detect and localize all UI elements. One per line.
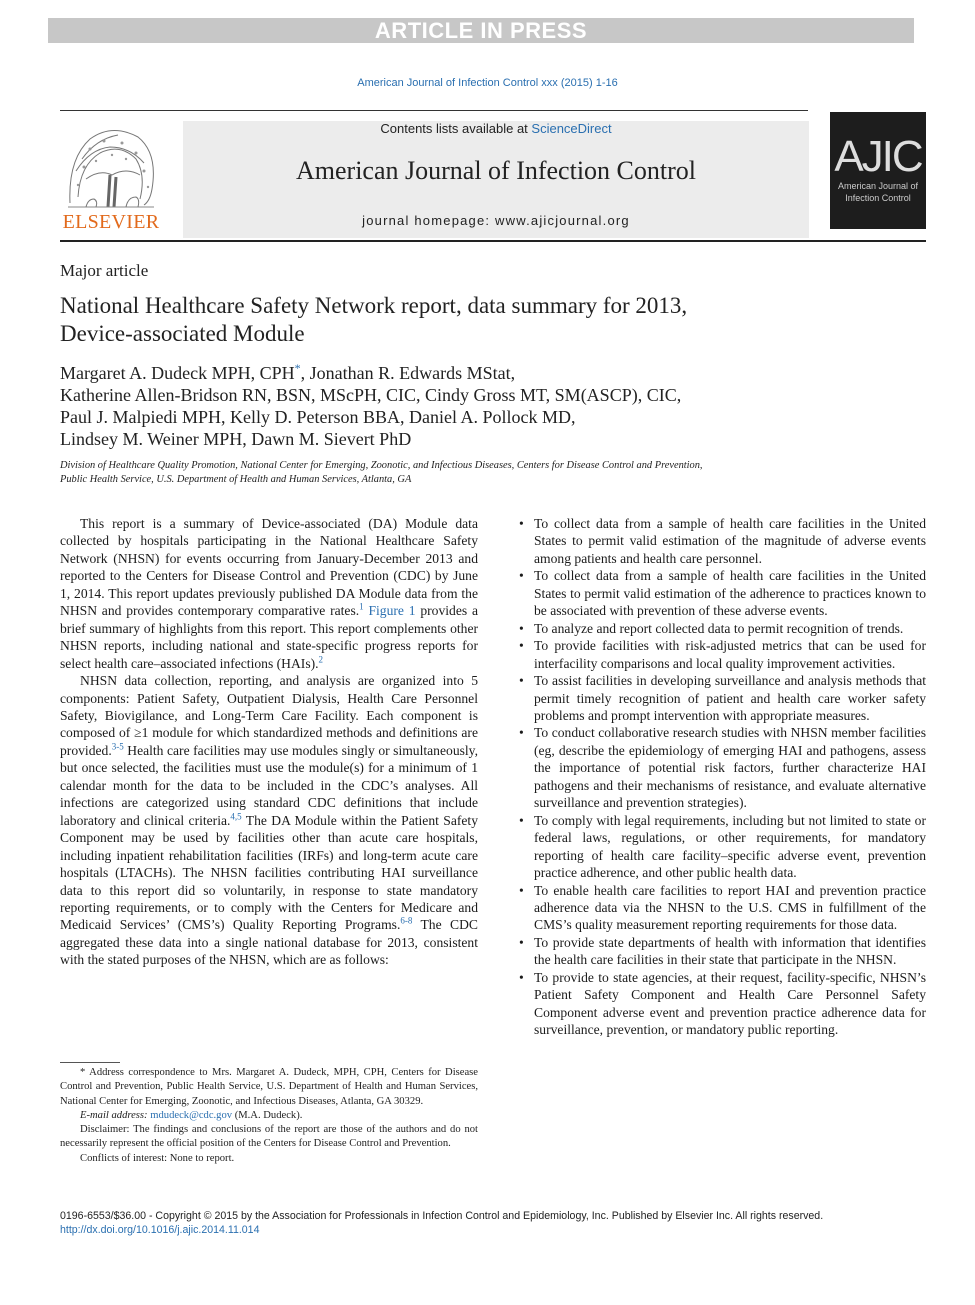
footnote-conflicts: Conflicts of interest: None to report.: [80, 1152, 235, 1164]
masthead-top-rule: [60, 110, 808, 111]
footnote-rule: [60, 1062, 120, 1063]
email-link[interactable]: mdudeck@cdc.gov: [150, 1109, 233, 1121]
author-line-1: [60, 362, 880, 384]
reference-link[interactable]: 6-8: [400, 915, 413, 926]
journal-homepage[interactable]: journal homepage: www.ajicjournal.org: [362, 213, 630, 228]
article-title-line-1: National Healthcare Safety Network report, data summary for 2013,: [60, 293, 688, 318]
copyright-block: [60, 1209, 940, 1237]
journal-name: American Journal of Infection Control: [296, 156, 696, 185]
reference-link[interactable]: 3-5: [111, 741, 124, 752]
list-item: • To enable health care facilities to report HAI and prevention practice adherence data via the NHSN to the U.S. CMS in fulfillment of the CMS’s quality measurement reporting requirements for those data.: [519, 882, 926, 934]
masthead-bottom-rule: [60, 240, 926, 242]
affiliation-line-1: Division of Healthcare Quality Promotion, National Center for Emerging, Zoonotic, and Infectious Diseases, Centers for Disease Control and Prevention,: [60, 460, 703, 471]
paragraph-components-text-cont: Health care facilities may use modules singly or simultaneously, but once selected, the facilities must use the module(s) for a minimum of 1 calendar month for the data to be included in the CDC’s analyses. All infections are categorized using standard CDC definitions that include laboratory and clinical criteria.: [60, 742, 478, 828]
journal-citation-link[interactable]: American Journal of Infection Control xxx (2015) 1-16: [357, 77, 618, 89]
footnote-correspondence: * Address correspondence to Mrs. Margaret A. Dudeck, MPH, CPH, Centers for Disease Control and Prevention, Public Health Service, U.S. Department of Health and Human Services, National Center for Emerging, Zoonotic, and Infectious Diseases, Atlanta, GA 30329.: [60, 1067, 478, 1107]
article-title-line-2: Device-associated Module: [60, 321, 305, 346]
author-dudeck: Margaret A. Dudeck MPH, CPH: [60, 363, 295, 383]
journal-cover-subtitle: American Journal of Infection Control: [837, 181, 919, 203]
body-right-column: [519, 515, 926, 1039]
list-item: • To collect data from a sample of health care facilities in the United States to permit valid estimation of the adherence to practices known to be associated with prevention of these adverse events.: [519, 567, 926, 619]
body-left-column: [60, 515, 478, 969]
article-in-press-banner: ARTICLE IN PRESS: [48, 18, 914, 43]
footnote-email-label: E-mail address:: [80, 1109, 151, 1121]
contents-available-line: [183, 121, 809, 136]
author-affiliation: [60, 459, 880, 487]
list-item: • To comply with legal requirements, including but not limited to state or federal laws, regulations, or other requirements, for mandatory reporting of health care facility–specific adverse event, prevention practice adherence, and other public health data.: [519, 812, 926, 882]
nhsn-purposes-list: [519, 515, 926, 1039]
paragraph-nhsn-components: [60, 672, 478, 969]
author-line-3: Paul J. Malpiedi MPH, Kelly D. Peterson BBA, Daniel A. Pollock MD,: [60, 407, 576, 427]
author-line-1-rest: , Jonathan R. Edwards MStat,: [300, 363, 516, 383]
journal-masthead: [183, 121, 809, 238]
journal-cover-thumbnail[interactable]: [830, 112, 926, 229]
footnote-email: [60, 1109, 478, 1123]
author-line-2: Katherine Allen-Bridson RN, BSN, MScPH, CIC, Cindy Gross MT, SM(ASCP), CIC,: [60, 385, 682, 405]
doi-link[interactable]: http://dx.doi.org/10.1016/j.ajic.2014.11.014: [60, 1224, 260, 1236]
list-item: • To conduct collaborative research studies with NHSN member facilities (eg, describe the epidemiology of emerging HAI and pathogens, assess the importance of potential risk factors, further characterize HAI pathogens and their mechanisms of resistance, and evaluate alternative surveillance and prevention strategies).: [519, 724, 926, 811]
copyright-line: 0196-6553/$36.00 - Copyright © 2015 by the Association for Professionals in Infection Control and Epidemiology, Inc. Published by Elsevier Inc. All rights reserved.: [60, 1210, 824, 1222]
footnotes: [60, 1066, 478, 1166]
reference-link[interactable]: 1: [359, 601, 364, 612]
list-item: • To provide state departments of health with information that identifies the health care facilities in their state that participate in the NHSN.: [519, 934, 926, 969]
journal-cover-title: AJIC: [834, 132, 922, 181]
list-item: • To analyze and report collected data to permit recognition of trends.: [519, 620, 926, 637]
figure-1-link[interactable]: Figure 1: [368, 603, 416, 619]
article-type: Major article: [60, 261, 149, 280]
list-item: • To assist facilities in developing surveillance and analysis methods that permit timely recognition of patient and health care worker safety problems and prompt intervention with appropriate measures.: [519, 672, 926, 724]
footnote-email-suffix: (M.A. Dudeck).: [232, 1109, 303, 1121]
paragraph-components-text-cont-2: The DA Module within the Patient Safety Component may be used by facilities other than acute care hospitals, including inpatient rehabilitation facilities (IRFs) and long-term acute care hospitals (LTACHs). The NHSN facilities contributing HAI surveillance data to this report did so voluntarily, in response to state mandatory reporting requirements, or to comply with the Centers for Medicare and Medicaid Services’ (CMS’s) Quality Reporting Programs.: [60, 812, 478, 933]
paragraph-intro-text: This report is a summary of Device-associated (DA) Module data collected by hospitals participating in the National Healthcare Safety Network (NHSN) for events occurring from January-December 2013 and reported to the Centers for Disease Control and Prevention (CDC) by June 1, 2014. This report updates previously published DA Module data from the NHSN and provides contemporary comparative rates.: [60, 516, 478, 619]
reference-link[interactable]: 2: [318, 654, 324, 665]
elsevier-wordmark[interactable]: ELSEVIER: [62, 211, 160, 233]
paragraph-components-text: NHSN data collection, reporting, and analysis are organized into 5 components: Patient Safety, Outpatient Dialysis, Health Care Personnel Safety, Biovigilance, and Long-Term Care Facility. Each component is composed of ≥1 module for which standardized methods and definitions are provided.: [60, 673, 478, 758]
article-title: [60, 292, 880, 348]
author-line-4: Lindsey M. Weiner MPH, Dawn M. Sievert PhD: [60, 429, 412, 449]
paragraph-intro: [60, 515, 478, 672]
footnote-disclaimer: Disclaimer: The findings and conclusions of the report are those of the authors and do not necessarily represent the official position of the Centers for Disease Control and Prevention.: [60, 1124, 478, 1150]
paragraph-components-text-cont-3: The CDC aggregated these data into a single national database for 2013, consistent with the stated purposes of the NHSN, which are as follows:: [60, 917, 478, 968]
contents-available-text: Contents lists available at: [380, 121, 532, 136]
affiliation-line-2: Public Health Service, U.S. Department of Health and Human Services, Atlanta, GA: [60, 474, 412, 485]
list-item: • To collect data from a sample of health care facilities in the United States to permit valid estimation of the magnitude of adverse events among patients and health care personnel.: [519, 515, 926, 567]
paragraph-intro-text-cont: provides a brief summary of highlights from this report. This report complements other NHSN reports, including national and state-specific progress reports for select health care–associated infections (HAIs).: [60, 603, 478, 671]
sciencedirect-link[interactable]: ScienceDirect: [531, 121, 612, 136]
corresponding-author-marker[interactable]: *: [294, 361, 301, 375]
author-list: [60, 362, 880, 450]
reference-link[interactable]: 4,5: [230, 811, 242, 822]
list-item: • To provide to state agencies, at their request, facility-specific, NHSN’s Patient Safety Component and Health Care Personnel Safety Component adverse event and prevention practice adherence data for surveillance, prevention, or mandatory public reporting.: [519, 969, 926, 1039]
list-item: • To provide facilities with risk-adjusted metrics that can be used for interfacility comparisons and local quality improvement activities.: [519, 637, 926, 672]
